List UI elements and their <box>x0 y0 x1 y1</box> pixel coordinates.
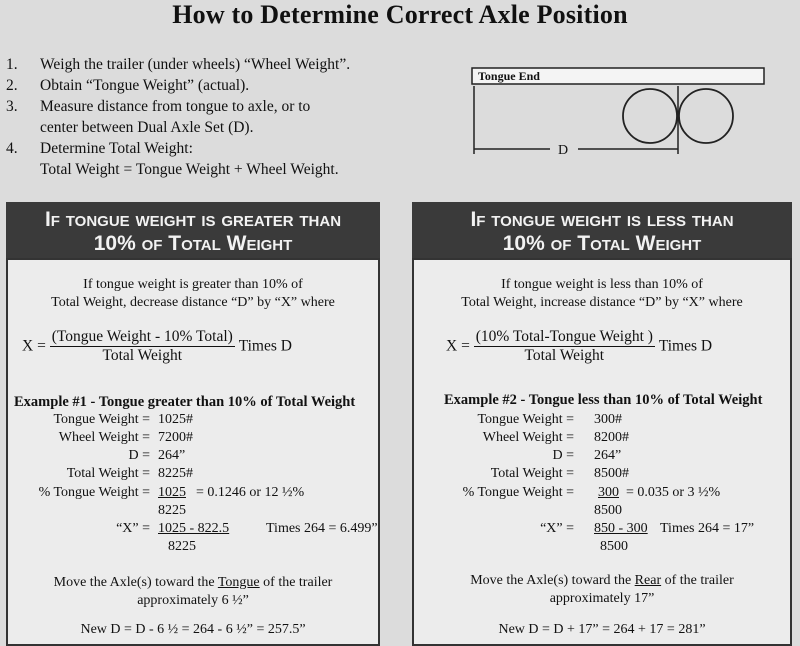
front-wheel-icon <box>623 89 677 143</box>
move-direction: Tongue <box>217 575 260 590</box>
tongue-end-label: Tongue End <box>478 69 540 83</box>
formula-fraction <box>50 328 235 365</box>
row-value: 300# <box>594 412 622 427</box>
right-header-line2: 10% of Total Weight <box>502 232 702 255</box>
pct-result: = 0.035 or 3 ½% <box>626 485 721 500</box>
formula-denominator: Total Weight <box>524 347 605 364</box>
x-result: Times 264 = 17” <box>660 521 755 536</box>
step-3-continued: center between Dual Axle Set (D). <box>40 119 254 136</box>
x-denominator: 8500 <box>600 539 628 554</box>
row-value: 1025# <box>158 412 193 427</box>
row-label: Tongue Weight = <box>53 412 150 427</box>
move-pre: Move the Axle(s) toward the <box>53 575 218 590</box>
formula-numerator: (10% Total-Tongue Weight ) <box>475 328 653 345</box>
pct-label: % Tongue Weight = <box>462 485 574 500</box>
move-post: of the trailer <box>259 575 333 590</box>
right-panel <box>412 258 792 646</box>
right-new-d: New D = D + 17” = 264 + 17 = 281” <box>498 622 706 637</box>
x-denominator: 8225 <box>168 539 196 554</box>
rear-wheel-icon <box>679 89 733 143</box>
step-text: Weigh the trailer (under wheels) “Wheel Weight”. <box>40 56 351 73</box>
right-header-line1: If tongue weight is less than <box>470 208 734 231</box>
right-example-title: Example #2 - Tongue less than 10% of Total Weight <box>444 392 763 408</box>
row-value: 8500# <box>594 466 629 481</box>
right-move-text <box>414 572 790 608</box>
x-numerator: 1025 - 822.5 <box>158 521 230 536</box>
formula-times: Times D <box>658 337 713 355</box>
step-number: 1. <box>6 56 18 73</box>
right-intro <box>414 276 790 312</box>
x-label: “X” = <box>116 521 150 536</box>
left-intro-line1: If tongue weight is greater than 10% of <box>83 277 303 292</box>
formula-x: X = <box>22 337 46 355</box>
step-text: Determine Total Weight: <box>40 140 193 157</box>
formula-times: Times D <box>238 337 292 355</box>
right-panel-header <box>412 202 792 258</box>
left-panel <box>6 258 380 646</box>
left-formula <box>22 328 372 365</box>
formula-fraction <box>474 328 655 365</box>
step-4-continued: Total Weight = Tongue Weight + Wheel Weight. <box>40 161 339 178</box>
pct-numerator: 1025 <box>158 485 186 500</box>
distance-d-label: D <box>558 143 569 158</box>
step-text: Obtain “Tongue Weight” (actual). <box>40 77 250 94</box>
row-value: 8200# <box>594 430 629 445</box>
left-header-line2: 10% of Total Weight <box>93 232 293 255</box>
formula-denominator: Total Weight <box>102 347 183 364</box>
row-label: Tongue Weight = <box>477 412 574 427</box>
x-label: “X” = <box>540 521 574 536</box>
axle-diagram <box>470 64 770 164</box>
row-label: Total Weight = <box>490 466 574 481</box>
pct-label: % Tongue Weight = <box>38 485 150 500</box>
row-value: 264” <box>158 448 186 463</box>
row-value: 8225# <box>158 466 193 481</box>
right-formula <box>446 328 786 365</box>
step-1 <box>6 54 466 75</box>
pct-numerator: 300 <box>598 485 619 500</box>
x-numerator: 850 - 300 <box>594 521 648 536</box>
row-label: Total Weight = <box>66 466 150 481</box>
pct-denominator: 8500 <box>594 503 622 518</box>
left-header-line1: If tongue weight is greater than <box>44 208 342 231</box>
formula-x: X = <box>446 337 470 355</box>
step-3 <box>6 96 466 117</box>
step-text: Measure distance from tongue to axle, or to <box>40 98 311 115</box>
step-number: 4. <box>6 140 18 157</box>
formula-numerator: (Tongue Weight - 10% Total) <box>51 328 233 345</box>
left-intro-line2: Total Weight, decrease distance “D” by “X” where <box>51 295 335 310</box>
steps-list <box>6 54 466 180</box>
row-value: 264” <box>594 448 622 463</box>
left-move-text <box>8 574 378 610</box>
step-4 <box>6 138 466 159</box>
row-label: Wheel Weight = <box>482 430 574 445</box>
right-intro-line1: If tongue weight is less than 10% of <box>501 277 703 292</box>
left-example-title: Example #1 - Tongue greater than 10% of Total Weight <box>14 394 356 410</box>
row-label: Wheel Weight = <box>58 430 150 445</box>
move-amount: approximately 17” <box>549 591 655 606</box>
left-intro <box>8 276 378 312</box>
row-label: D = <box>128 448 150 463</box>
move-pre: Move the Axle(s) toward the <box>470 573 635 588</box>
left-panel-header <box>6 202 380 258</box>
row-value: 7200# <box>158 430 193 445</box>
right-intro-line2: Total Weight, increase distance “D” by “X” where <box>461 295 743 310</box>
step-2 <box>6 75 466 96</box>
left-new-d: New D = D - 6 ½ = 264 - 6 ½” = 257.5” <box>80 622 306 637</box>
row-label: D = <box>552 448 574 463</box>
move-post: of the trailer <box>661 573 734 588</box>
step-number: 3. <box>6 98 18 115</box>
pct-result: = 0.1246 or 12 ½% <box>196 485 305 500</box>
x-result: Times 264 = 6.499” <box>266 521 378 536</box>
page-title: How to Determine Correct Axle Position <box>172 0 628 29</box>
move-direction: Rear <box>634 573 662 588</box>
pct-denominator: 8225 <box>158 503 186 518</box>
move-amount: approximately 6 ½” <box>137 593 249 608</box>
step-number: 2. <box>6 77 18 94</box>
